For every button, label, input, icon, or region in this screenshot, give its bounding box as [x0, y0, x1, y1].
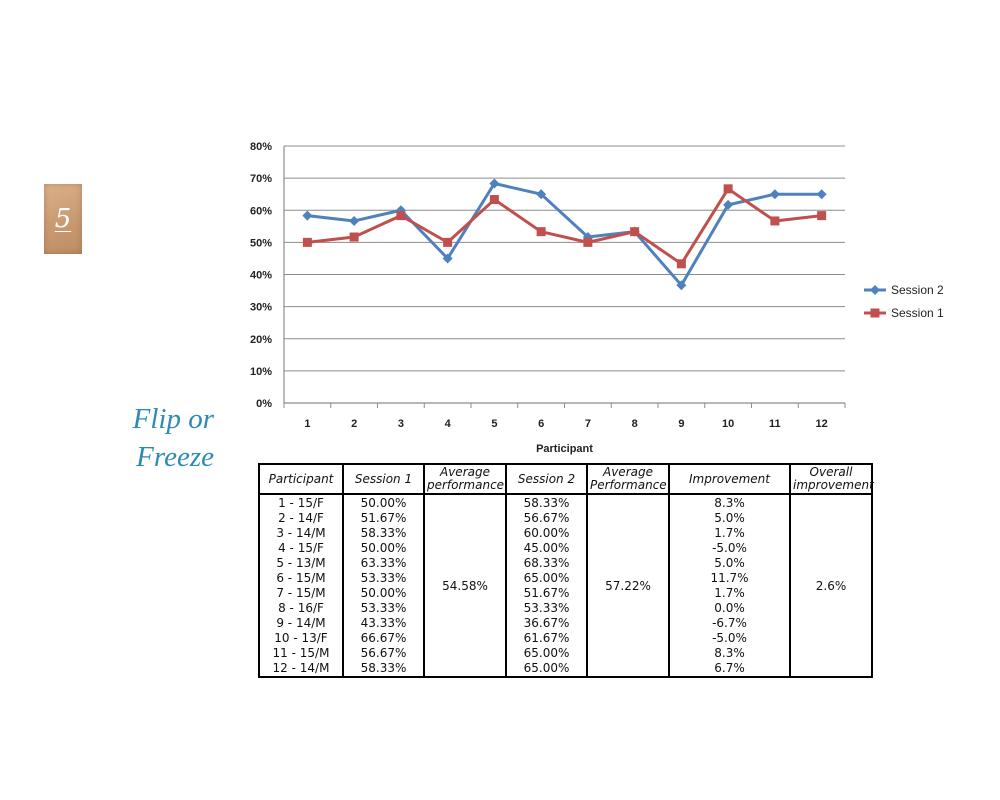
- header-average-performance-2: Average Performance: [587, 464, 669, 494]
- cell-session-2: 61.67%: [506, 631, 587, 646]
- cell-improvement: -6.7%: [669, 616, 790, 631]
- table-header-row: [259, 464, 872, 494]
- cell-improvement: 8.3%: [669, 494, 790, 511]
- x-tick-label: 11: [769, 418, 781, 430]
- cell-session-1: 58.33%: [343, 526, 424, 541]
- slide-number: 5: [54, 204, 72, 234]
- slide-title-line-1: Flip or: [132, 403, 214, 435]
- y-tick-label: 80%: [249, 141, 272, 153]
- cell-session-2: 53.33%: [506, 601, 587, 616]
- session-1-point: [443, 238, 452, 247]
- cell-session-1: 53.33%: [343, 601, 424, 616]
- y-tick-label: 10%: [249, 365, 272, 378]
- table-row: [259, 556, 872, 571]
- cell-average-session-1: 54.58%: [424, 494, 506, 677]
- cell-session-2: 65.00%: [506, 646, 587, 661]
- session-2-point: [817, 189, 827, 199]
- cell-session-1: 58.33%: [343, 661, 424, 677]
- cell-participant: 3 - 14/M: [259, 526, 343, 541]
- cell-session-2: 45.00%: [506, 541, 587, 556]
- x-tick-label: 5: [491, 418, 498, 430]
- cell-session-1: 66.67%: [343, 631, 424, 646]
- cell-participant: 10 - 13/F: [259, 631, 343, 646]
- header-session-1: Session 1: [343, 464, 424, 494]
- cell-improvement: 11.7%: [669, 571, 790, 586]
- session-1-point: [537, 227, 546, 236]
- y-tick-label: 30%: [249, 301, 272, 314]
- legend-marker-session-2: [870, 285, 880, 295]
- table-row: [259, 494, 872, 511]
- cell-improvement: 6.7%: [669, 661, 790, 677]
- table-row: [259, 601, 872, 616]
- cell-participant: 6 - 15/M: [259, 571, 343, 586]
- header-overall-improvement: Overall improvement: [790, 464, 872, 494]
- cell-participant: 5 - 13/M: [259, 556, 343, 571]
- legend-label-session-1: Session 1: [891, 306, 944, 320]
- session-1-point: [724, 184, 733, 193]
- cell-session-2: 36.67%: [506, 616, 587, 631]
- header-session-2: Session 2: [506, 464, 587, 494]
- x-tick-label: 12: [815, 418, 828, 430]
- table-row: [259, 541, 872, 556]
- cell-session-1: 50.00%: [343, 494, 424, 511]
- session-2-point: [349, 216, 359, 226]
- cell-participant: 11 - 15/M: [259, 646, 343, 661]
- table-row: [259, 511, 872, 526]
- session-2-point: [302, 211, 312, 221]
- session-1-point: [677, 259, 686, 268]
- cell-improvement: 0.0%: [669, 601, 790, 616]
- cell-session-1: 50.00%: [343, 541, 424, 556]
- cell-improvement: 5.0%: [669, 511, 790, 526]
- cell-session-1: 53.33%: [343, 571, 424, 586]
- y-tick-label: 20%: [249, 333, 272, 346]
- table-row: [259, 526, 872, 541]
- x-tick-label: 3: [397, 418, 404, 430]
- x-tick-label: 7: [584, 418, 591, 430]
- cell-session-1: 50.00%: [343, 586, 424, 601]
- header-participant: Participant: [259, 464, 343, 494]
- session-1-point: [303, 238, 312, 247]
- y-tick-label: 70%: [249, 173, 272, 186]
- cell-participant: 7 - 15/M: [259, 586, 343, 601]
- y-tick-label: 0%: [256, 398, 272, 410]
- table-row: [259, 631, 872, 646]
- cell-participant: 1 - 15/F: [259, 494, 343, 511]
- session-1-point: [583, 238, 592, 247]
- session-1-point: [396, 211, 405, 220]
- cell-improvement: -5.0%: [669, 631, 790, 646]
- legend-marker-session-1: [871, 309, 880, 318]
- x-tick-label: 9: [678, 418, 685, 430]
- x-tick-label: 4: [444, 418, 451, 430]
- header-improvement: Improvement: [669, 464, 790, 494]
- results-table: [258, 463, 873, 678]
- cell-participant: 8 - 16/F: [259, 601, 343, 616]
- cell-session-2: 68.33%: [506, 556, 587, 571]
- x-axis-title: Participant: [536, 443, 593, 455]
- cell-session-1: 51.67%: [343, 511, 424, 526]
- x-tick-label: 6: [538, 418, 545, 430]
- header-average-performance-1: Average performance: [424, 464, 506, 494]
- table-row: [259, 616, 872, 631]
- cell-session-2: 58.33%: [506, 494, 587, 511]
- cell-session-1: 56.67%: [343, 646, 424, 661]
- cell-improvement: 5.0%: [669, 556, 790, 571]
- table-row: [259, 661, 872, 677]
- cell-overall-improvement: 2.6%: [790, 494, 872, 677]
- x-tick-label: 2: [351, 418, 358, 430]
- session-1-point: [817, 211, 826, 220]
- session-1-point: [490, 195, 499, 204]
- y-tick-label: 50%: [249, 237, 272, 250]
- cell-improvement: 1.7%: [669, 586, 790, 601]
- y-tick-label: 60%: [249, 205, 272, 218]
- session-1-point: [770, 216, 779, 225]
- cell-participant: 4 - 15/F: [259, 541, 343, 556]
- cell-session-2: 65.00%: [506, 571, 587, 586]
- session-1-point: [350, 233, 359, 242]
- legend-label-session-2: Session 2: [891, 283, 944, 297]
- cell-session-2: 65.00%: [506, 661, 587, 677]
- table-row: [259, 646, 872, 661]
- cell-participant: 2 - 14/F: [259, 511, 343, 526]
- cell-session-2: 56.67%: [506, 511, 587, 526]
- slide-title-line-2: Freeze: [136, 441, 214, 473]
- session-2-point: [770, 189, 780, 199]
- cell-improvement: 8.3%: [669, 646, 790, 661]
- cell-participant: 9 - 14/M: [259, 616, 343, 631]
- session-1-point: [630, 227, 639, 236]
- cell-session-2: 60.00%: [506, 526, 587, 541]
- x-tick-label: 10: [722, 418, 735, 430]
- cell-improvement: -5.0%: [669, 541, 790, 556]
- y-tick-label: 40%: [249, 269, 272, 282]
- session-1-line: [307, 189, 821, 264]
- cell-session-1: 43.33%: [343, 616, 424, 631]
- cell-session-1: 63.33%: [343, 556, 424, 571]
- x-tick-label: 1: [304, 418, 311, 430]
- cell-participant: 12 - 14/M: [259, 661, 343, 677]
- cell-session-2: 51.67%: [506, 586, 587, 601]
- cell-average-session-2: 57.22%: [587, 494, 669, 677]
- table-row: [259, 571, 872, 586]
- x-tick-label: 8: [631, 418, 638, 430]
- cell-improvement: 1.7%: [669, 526, 790, 541]
- table-row: [259, 586, 872, 601]
